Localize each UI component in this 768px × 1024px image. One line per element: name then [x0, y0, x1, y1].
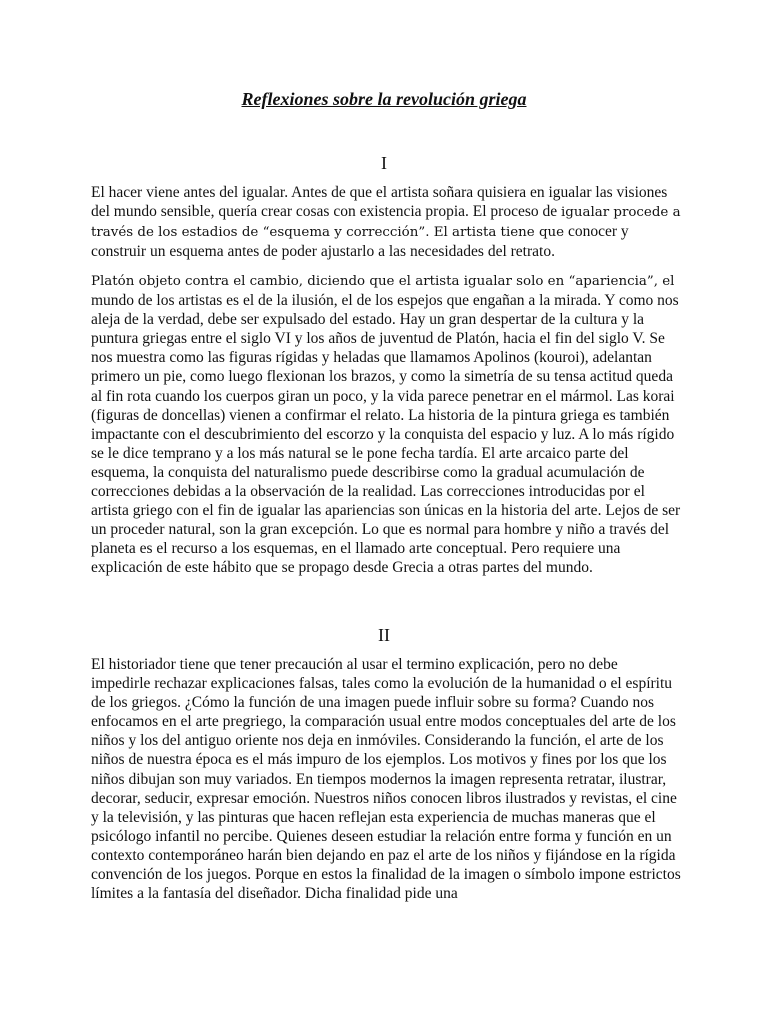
paragraph-text: igualar procede a través de los estadios de “esquema y corrección”. El artista tiene que: [91, 205, 681, 241]
paragraph-text: conocer y construir un esquema antes de poder ajustarlo a las necesidades del retrato.: [91, 223, 629, 261]
paragraph-text: Platón objeto contra el cambio, diciendo que el artista igualar solo en “apariencia”, el: [91, 274, 675, 289]
paragraph: [91, 655, 681, 903]
paragraph: [91, 183, 681, 261]
paragraph-text: El hacer viene antes del igualar. Antes de que el artista soñara quisiera en igualar las visiones del mundo sensible, quería crear cosas con existencia propia. El proceso de: [91, 184, 668, 221]
paragraph: [91, 271, 681, 578]
document-title: Reflexiones sobre la revolución griega: [241, 89, 527, 109]
paragraph-text: mundo de los artistas es el de la ilusión, el de los espejos que engañan a la mirada. Y como nos aleja de la verdad, debe ser expulsado del estado. Hay un gran despertar de la cultura y la puntura griegas entre el siglo VI y los años de juventud de Platón, hacia el fin del siglo V. Se nos muestra como las figuras rígidas y heladas que llamamos Apolinos (kouroi), adelantan primero un pie, como luego flexionan los brazos, y como la simetría de su tensa actitud queda al fin rota cuando los cuerpos giran un poco, y la vida parece penetrar en el mármol. Las korai (figuras de doncellas) vienen a confirmar el relato. La historia de la pintura griega es también impactante con el descubrimiento del escorzo y la conquista del espacio y luz. A lo más rígido se le dice temprano y a los más natural se le pone fecha tardía. El arte arcaico parte del esquema, la conquista del naturalismo puede describirse como la gradual acumulación de correcciones debidas a la observación de la realidad. Las correcciones introducidas por el artista griego con el fin de igualar las apariencias son únicas en la historia del arte. Lejos de ser un proceder natural, son la gran excepción. Lo que es normal para hombre y niño a través del planeta es el recurso a los esquemas, en el llamado arte conceptual. Pero requiere una explicación de este hábito que se propago desde Grecia a otras partes del mundo.: [91, 292, 681, 577]
section-numeral-ii: II: [378, 625, 390, 645]
paragraph-text: El historiador tiene que tener precaución al usar el termino explicación, pero no debe impedirle rechazar explicaciones falsas, tales como la evolución de la humanidad o el espíritu de los griegos. ¿Cómo la función de una imagen puede influir sobre su forma? Cuando nos enfocamos en el arte pregriego, la comparación usual entre modos conceptuales del arte de los niños y los del antiguo oriente nos deja en inmóviles. Considerando la función, el arte de los niños de nuestra época es el más impuro de los ejemplos. Los motivos y fines por los que los niños dibujan son muy variados. En tiempos modernos la imagen representa retratar, ilustrar, decorar, seducir, expresar emoción. Nuestros niños conocen libros ilustrados y revistas, el cine y la televisión, y las pinturas que hacen reflejan esta experiencia de muchas maneras que el psicólogo infantil no percibe. Quienes deseen estudiar la relación entre forma y función en un contexto contemporáneo harán bien dejando en paz el arte de los niños y fijándose en la rígida convención de los juegos. Porque en estos la finalidad de la imagen o símbolo impone estrictos límites a la fantasía del diseñador. Dicha finalidad pide una: [91, 656, 681, 903]
section-numeral-i: I: [381, 153, 387, 173]
